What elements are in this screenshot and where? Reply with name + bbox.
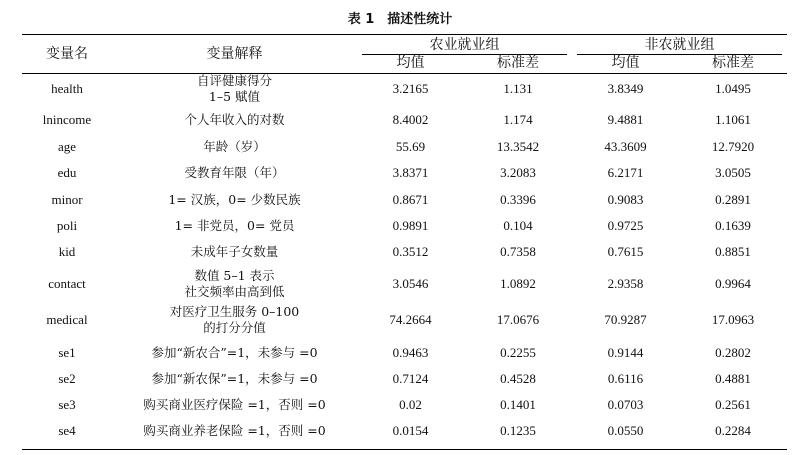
cell-agri-mean: 8.4002 bbox=[392, 112, 429, 127]
cell-agri-mean: 0.8671 bbox=[392, 192, 429, 207]
cell-nonagri-sd: 12.7920 bbox=[711, 139, 755, 154]
cell-nonagri-sd: 0.9964 bbox=[715, 276, 751, 291]
cell-nonagri-sd: 0.2891 bbox=[715, 192, 751, 207]
cell-description: 受教育年限（年） bbox=[184, 165, 285, 180]
cell-agri-sd: 0.3396 bbox=[500, 192, 536, 207]
cell-description: 对医疗卫生服务 0–100 的打分分值 bbox=[169, 304, 300, 335]
cell-agri-mean: 3.8371 bbox=[392, 165, 429, 180]
cell-agri-mean: 0.7124 bbox=[392, 371, 429, 386]
cell-variable: medical bbox=[46, 312, 88, 327]
cell-nonagri-mean: 0.9144 bbox=[607, 345, 644, 360]
table-caption: 表 1 描述性统计 bbox=[347, 12, 453, 27]
cell-agri-mean: 3.0546 bbox=[392, 276, 429, 291]
cell-description: 1= 非党员，0= 党员 bbox=[174, 218, 295, 233]
cell-nonagri-mean: 43.3609 bbox=[604, 139, 647, 154]
cell-nonagri-sd: 0.2561 bbox=[715, 397, 751, 412]
cell-agri-sd: 3.2083 bbox=[500, 165, 536, 180]
cell-nonagri-sd: 0.2802 bbox=[715, 345, 751, 360]
cell-variable: se3 bbox=[58, 397, 76, 412]
cell-description: 自评健康得分 1–5 赋值 bbox=[196, 73, 272, 104]
header-group-agri: 农业就业组 bbox=[429, 37, 500, 53]
cell-description: 1= 汉族，0= 少数民族 bbox=[168, 192, 301, 207]
cell-agri-sd: 13.3542 bbox=[496, 139, 540, 154]
cell-agri-sd: 0.104 bbox=[503, 218, 533, 233]
cell-agri-mean: 74.2664 bbox=[389, 312, 432, 327]
cell-description: 购买商业养老保险 =1，否则 =0 bbox=[143, 423, 326, 438]
cell-variable: se2 bbox=[58, 371, 76, 386]
top-rule bbox=[22, 34, 787, 35]
cell-nonagri-mean: 2.9358 bbox=[607, 276, 644, 291]
header-group-nonagri: 非农就业组 bbox=[644, 37, 715, 53]
cell-nonagri-sd: 1.1061 bbox=[715, 112, 751, 127]
cell-nonagri-sd: 17.0963 bbox=[711, 312, 755, 327]
cell-nonagri-sd: 0.8851 bbox=[715, 244, 751, 259]
cell-nonagri-mean: 3.8349 bbox=[607, 81, 644, 96]
cell-agri-mean: 0.3512 bbox=[392, 244, 429, 259]
cell-variable: minor bbox=[51, 192, 83, 207]
cell-nonagri-sd: 0.1639 bbox=[715, 218, 751, 233]
cell-variable: contact bbox=[48, 276, 86, 291]
cell-nonagri-sd: 0.4881 bbox=[715, 371, 751, 386]
cell-nonagri-mean: 0.7615 bbox=[607, 244, 644, 259]
header-agri-mean: 均值 bbox=[396, 55, 425, 71]
bottom-rule bbox=[22, 449, 787, 450]
header-agri-sd: 标准差 bbox=[497, 55, 539, 71]
cell-agri-sd: 0.7358 bbox=[500, 244, 536, 259]
cell-nonagri-sd: 3.0505 bbox=[715, 165, 751, 180]
cell-nonagri-mean: 70.9287 bbox=[604, 312, 647, 327]
cell-description: 数值 5–1 表示 社交频率由高到低 bbox=[184, 268, 285, 299]
cell-nonagri-mean: 0.9083 bbox=[607, 192, 644, 207]
header-nonagri-mean: 均值 bbox=[611, 55, 640, 71]
cell-nonagri-mean: 0.0703 bbox=[607, 397, 644, 412]
cell-agri-sd: 0.1235 bbox=[500, 423, 536, 438]
cell-agri-mean: 0.9891 bbox=[392, 218, 429, 233]
cell-nonagri-mean: 0.9725 bbox=[607, 218, 644, 233]
cell-agri-mean: 55.69 bbox=[395, 139, 426, 154]
cell-variable: health bbox=[51, 81, 83, 96]
cell-nonagri-sd: 1.0495 bbox=[715, 81, 751, 96]
cell-agri-sd: 0.4528 bbox=[500, 371, 536, 386]
cell-variable: poli bbox=[56, 218, 78, 233]
cell-nonagri-mean: 9.4881 bbox=[607, 112, 644, 127]
cell-agri-mean: 0.02 bbox=[399, 397, 422, 412]
cell-agri-mean: 0.0154 bbox=[392, 423, 429, 438]
cell-agri-sd: 0.2255 bbox=[500, 345, 536, 360]
cell-agri-sd: 1.0892 bbox=[500, 276, 536, 291]
cell-nonagri-mean: 6.2171 bbox=[607, 165, 644, 180]
cell-description: 年龄（岁） bbox=[203, 139, 266, 154]
cell-agri-sd: 0.1401 bbox=[500, 397, 536, 412]
cell-agri-mean: 3.2165 bbox=[392, 81, 429, 96]
cell-variable: se1 bbox=[58, 345, 76, 360]
header-variable: 变量名 bbox=[46, 46, 88, 62]
cell-variable: se4 bbox=[58, 423, 76, 438]
header-nonagri-sd: 标准差 bbox=[712, 55, 754, 71]
cell-description: 未成年子女数量 bbox=[190, 244, 279, 259]
cell-agri-sd: 1.174 bbox=[503, 112, 533, 127]
cell-description: 参加“新农保”=1，未参与 =0 bbox=[151, 371, 318, 386]
cell-nonagri-mean: 0.6116 bbox=[607, 371, 644, 386]
header-description: 变量解释 bbox=[206, 46, 263, 62]
cell-nonagri-sd: 0.2284 bbox=[715, 423, 751, 438]
cell-agri-sd: 17.0676 bbox=[496, 312, 540, 327]
cell-variable: age bbox=[57, 139, 77, 154]
cell-variable: edu bbox=[57, 165, 77, 180]
cell-description: 个人年收入的对数 bbox=[184, 112, 285, 127]
cell-agri-sd: 1.131 bbox=[503, 81, 533, 96]
cell-variable: kid bbox=[58, 244, 76, 259]
cell-nonagri-mean: 0.0550 bbox=[607, 423, 644, 438]
cell-description: 购买商业医疗保险 =1，否则 =0 bbox=[143, 397, 326, 412]
cell-description: 参加“新农合”=1，未参与 =0 bbox=[151, 345, 318, 360]
cell-variable: lnincome bbox=[42, 112, 92, 127]
cell-agri-mean: 0.9463 bbox=[392, 345, 429, 360]
